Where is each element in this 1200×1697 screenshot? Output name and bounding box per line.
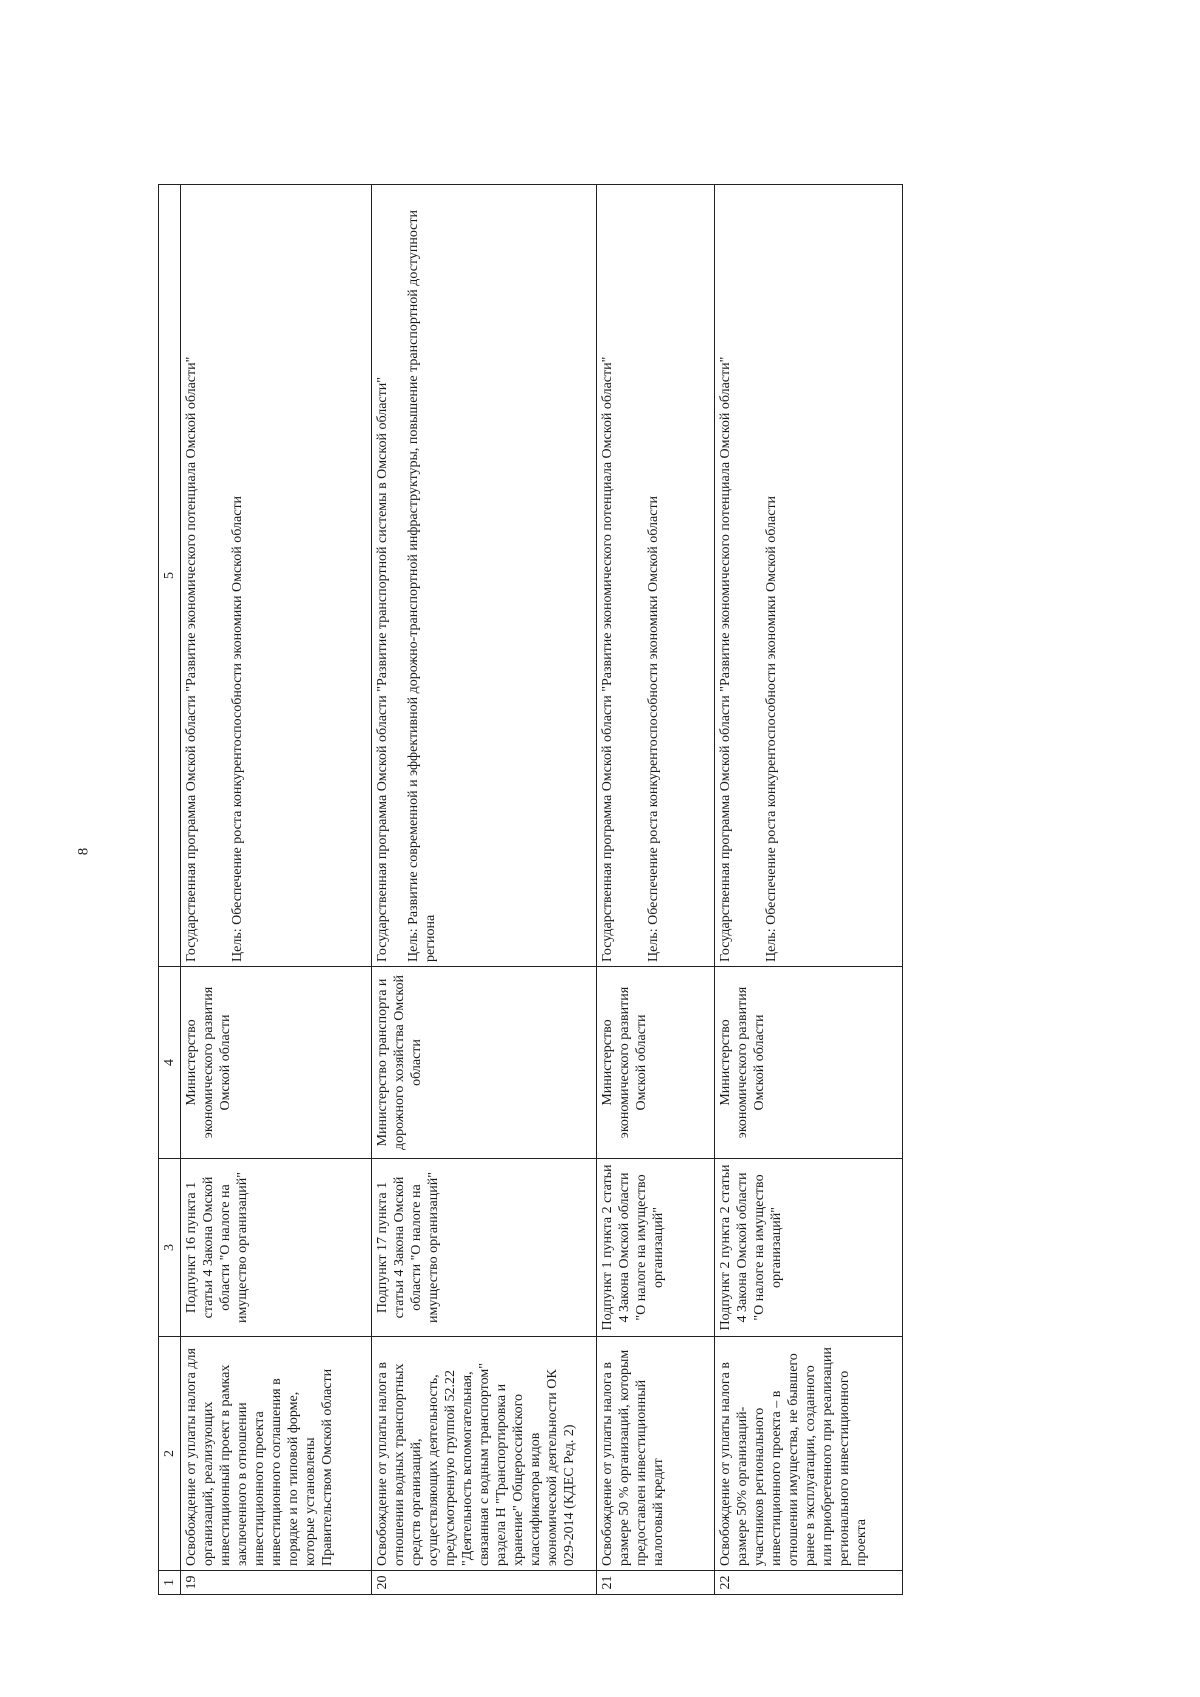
program-cell [597, 185, 715, 967]
benefit-description: Освобождение от уплаты налога в отношении водных транспортных средств организаций, осуществляющих деятельность, предусмотренную группой 52.22 "Деятельность вспомогательная, связанная с водным транспортом" раздела H "Транспортировка и хранение" Общероссийского классификатора видов экономической деятельности ОК 029-2014 (КДЕС Ред. 2) [372, 1337, 597, 1571]
column-header-1: 1 [159, 1571, 181, 1595]
program-goal: Цель: Обеспечение роста конкурентоспособности экономики Омской области [764, 495, 779, 962]
benefit-description: Освобождение от уплаты налога в размере 50% организаций-участников регионального инвестиционного проекта – в отношении имущества, не бывшего ранее в эксплуатации, созданного или приобретенного при реализации регионального инвестиционного проекта [715, 1337, 903, 1571]
curator: Министерство транспорта и дорожного хозяйства Омской области [372, 967, 597, 1159]
table-row [181, 185, 372, 1595]
program-goal: Цель: Обеспечение роста конкурентоспособности экономики Омской области [646, 495, 661, 962]
header-row [159, 185, 181, 1595]
legal-norm: Подпункт 2 пункта 2 статьи 4 Закона Омской области "О налоге на имущество организаций" [715, 1159, 903, 1337]
tax-benefits-table [158, 184, 903, 1595]
row-number: 20 [372, 1571, 597, 1595]
program-cell [181, 185, 372, 967]
column-header-3: 3 [159, 1159, 181, 1337]
program-cell [715, 185, 903, 967]
rotated-sheet [158, 185, 928, 1595]
program-name: Государственная программа Омской области "Развитие транспортной системы в Омской области" [375, 377, 390, 962]
column-header-5: 5 [159, 185, 181, 967]
column-header-2: 2 [159, 1337, 181, 1571]
legal-norm: Подпункт 16 пункта 1 статьи 4 Закона Омской области "О налоге на имущество организаций" [181, 1159, 372, 1337]
curator: Министерство экономического развития Омской области [715, 967, 903, 1159]
row-number: 22 [715, 1571, 903, 1595]
table-row [372, 185, 597, 1595]
column-header-4: 4 [159, 967, 181, 1159]
benefit-description: Освобождение от уплаты налога для организаций, реализующих инвестиционный проект в рамках заключенного в отношении инвестиционного проекта инвестиционного соглашения в порядке и по типовой форме, которые установлены Правительством Омской области [181, 1337, 372, 1571]
program-name: Государственная программа Омской области "Развитие экономического потенциала Омской области" [718, 356, 733, 962]
program-goal: Цель: Обеспечение роста конкурентоспособности экономики Омской области [230, 495, 245, 962]
legal-norm: Подпункт 1 пункта 2 статьи 4 Закона Омской области "О налоге на имущество организаций" [597, 1159, 715, 1337]
program-goal: Цель: Развитие современной и эффективной дорожно-транспортной инфраструктуры, повышение транспортной доступности региона [406, 209, 438, 962]
row-number: 21 [597, 1571, 715, 1595]
curator: Министерство экономического развития Омской области [597, 967, 715, 1159]
benefit-description: Освобождение от уплаты налога в размере 50 % организаций, которым предоставлен инвестиционный налоговый кредит [597, 1337, 715, 1571]
table-row [715, 185, 903, 1595]
table-row [597, 185, 715, 1595]
program-name: Государственная программа Омской области "Развитие экономического потенциала Омской области" [600, 356, 615, 962]
program-cell [372, 185, 597, 967]
page-number: 8 [75, 847, 92, 856]
curator: Министерство экономического развития Омской области [181, 967, 372, 1159]
program-name: Государственная программа Омской области "Развитие экономического потенциала Омской области" [184, 356, 199, 962]
row-number: 19 [181, 1571, 372, 1595]
legal-norm: Подпункт 17 пункта 1 статьи 4 Закона Омской области "О налоге на имущество организаций" [372, 1159, 597, 1337]
